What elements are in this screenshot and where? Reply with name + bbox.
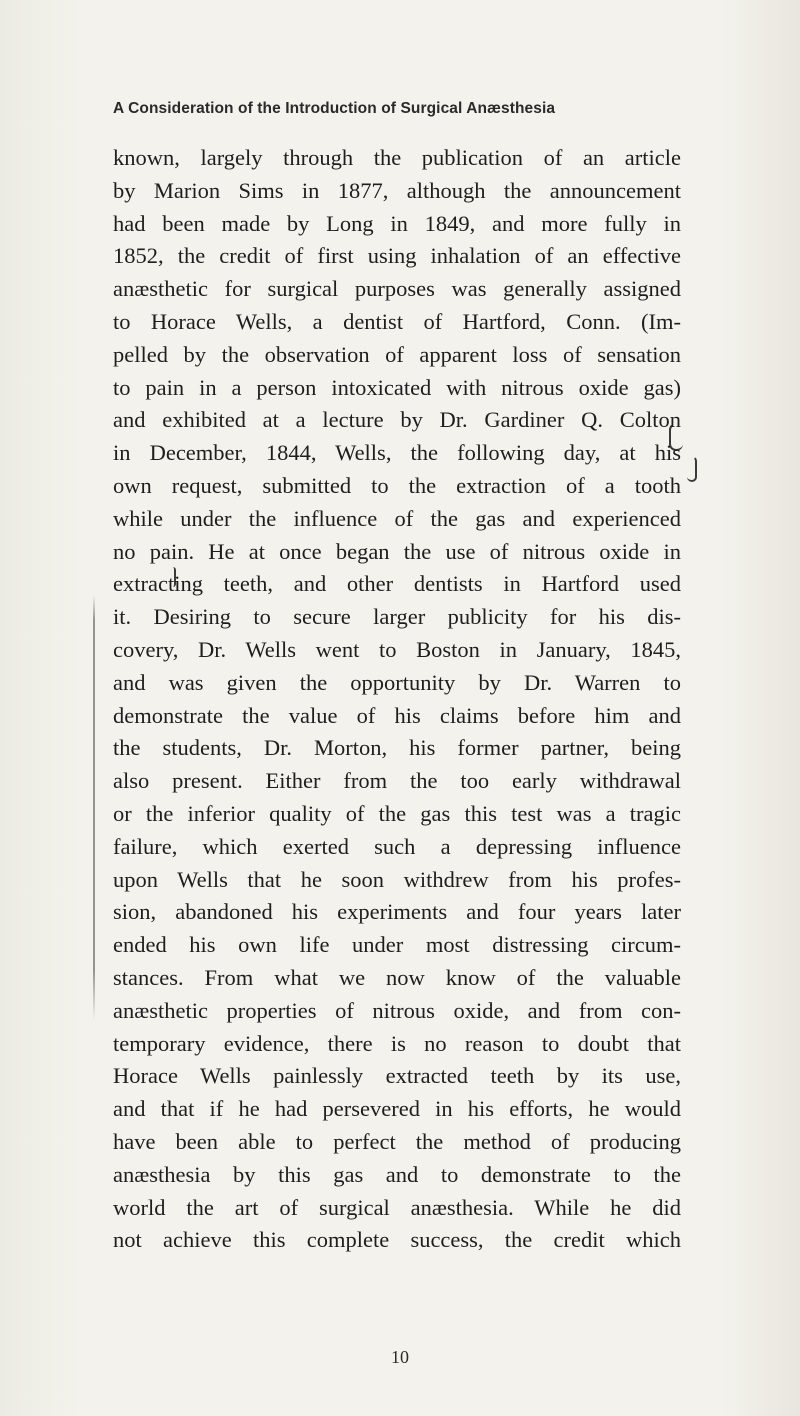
text-line: not achieve this complete success, the credit which [113, 1227, 681, 1253]
text-line: 1852, the credit of first using inhalation of an effective [113, 243, 681, 269]
text-line: anæsthetic for surgical purposes was generally assigned [113, 276, 681, 302]
running-head: A Consideration of the Introduction of Surgical Anæsthesia [113, 100, 556, 117]
text-line: and was given the opportunity by Dr. Warren to [113, 669, 681, 695]
text-line: anæsthesia by this gas and to demonstrate to the [113, 1161, 681, 1187]
margin-pencil-line [93, 595, 95, 1020]
text-line: ended his own life under most distressing circum- [113, 932, 681, 958]
text-line: also present. Either from the too early withdrawal [113, 768, 681, 794]
text-line: Horace Wells painlessly extracted teeth by its use, [113, 1063, 681, 1089]
text-line: covery, Dr. Wells went to Boston in January, 1845, [113, 636, 681, 662]
text-line: or the inferior quality of the gas this test was a tragic [113, 800, 681, 826]
text-line: had been made by Long in 1849, and more fully in [113, 210, 681, 236]
page-number: 10 [391, 1347, 409, 1367]
text-line: world the art of surgical anæsthesia. While he did [113, 1194, 681, 1220]
text-line: failure, which exerted such a depressing influence [113, 833, 681, 859]
text-line: and exhibited at a lecture by Dr. Gardiner Q. Colton [113, 407, 681, 433]
text-line: demonstrate the value of his claims before him and [113, 702, 681, 728]
text-line: to Horace Wells, a dentist of Hartford, Conn. (Im- [113, 308, 681, 334]
text-line: pelled by the observation of apparent loss of sensation [113, 341, 681, 367]
text-line: own request, submitted to the extraction of a tooth [113, 472, 681, 498]
body-text [113, 142, 681, 1257]
text-line: known, largely through the publication of an article [113, 145, 681, 170]
text-line: it. Desiring to secure larger publicity for his dis- [113, 604, 681, 630]
text-line: in December, 1844, Wells, the following day, at his [113, 440, 681, 466]
text-line: while under the influence of the gas and experienced [113, 505, 681, 531]
text-line: by Marion Sims in 1877, although the announcement [113, 177, 681, 203]
text-line: temporary evidence, there is no reason to doubt that [113, 1030, 681, 1056]
text-line: sion, abandoned his experiments and four years later [113, 899, 681, 925]
text-line: stances. From what we now know of the valuable [113, 964, 681, 990]
text-line: and that if he had persevered in his efforts, he would [113, 1096, 681, 1122]
text-line: anæsthetic properties of nitrous oxide, and from con- [113, 997, 681, 1023]
text-line: the students, Dr. Morton, his former partner, being [113, 735, 681, 761]
text-line: have been able to perfect the method of producing [113, 1128, 681, 1154]
text-line: to pain in a person intoxicated with nitrous oxide gas) [113, 374, 681, 400]
text-line: extracting teeth, and other dentists in Hartford used [113, 571, 681, 597]
text-line: upon Wells that he soon withdrew from his profes- [113, 866, 681, 892]
text-line: no pain. He at once began the use of nitrous oxide in [113, 538, 681, 564]
pencil-close-parenthesis-mark [687, 456, 697, 482]
